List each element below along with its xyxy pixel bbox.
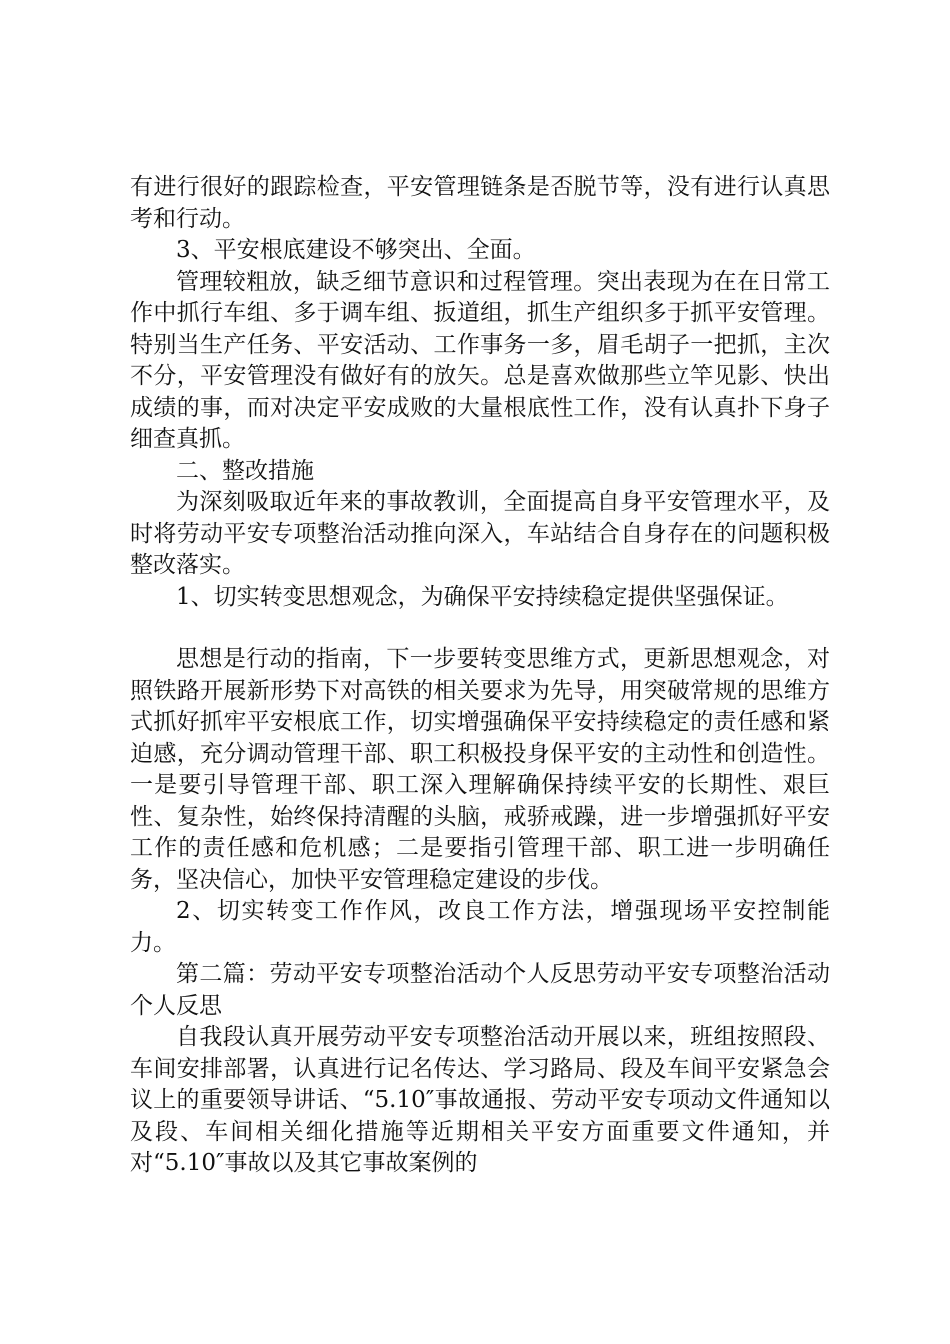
heading-change-thinking: 1、切实转变思想观念，为确保平安持续稳定提供坚强保证。 — [176, 583, 789, 610]
paragraph-self-reflection: 自我段认真开展劳动平安专项整治活动开展以来，班组按照段、车间安排部署，认真进行记名传达、学习路局、段及车间平安紧急会议上的重要领导讲话、“5.10″事故通报、劳动平安专项动文件通知以及段、车间相关细化措施等近期相关平安方面重要文件通知，并对“5.10″事故以及其它事故案例的 — [130, 1024, 830, 1176]
heading-change-work-style: 2、切实转变工作作风，改良工作方法，增强现场平安控制能力。 — [130, 898, 830, 956]
paragraph-spacer — [130, 613, 830, 644]
heading-second-article: 第二篇：劳动平安专项整治活动个人反思劳动平安专项整治活动个人反思 — [130, 961, 830, 1019]
paragraph-rectification-intro: 为深刻吸取近年来的事故教训，全面提高自身平安管理水平，及时将劳动平安专项整治活动推向深入，车站结合自身存在的问题积极整改落实。 — [130, 489, 830, 578]
heading-foundation-construction: 3、平安根底建设不够突出、全面。 — [176, 237, 536, 263]
paragraph-thinking-guide: 思想是行动的指南，下一步要转变思维方式，更新思想观念，对照铁路开展新形势下对高铁的相关要求为先导，用突破常规的思维方式抓好抓牢平安根底工作，切实增强确保平安持续稳定的责任感和紧迫感，充分调动管理干部、职工积极投身保平安的主动性和创造性。一是要引导管理干部、职工深入理解确保持续平安的长期性、艰巨性、复杂性，始终保持清醒的头脑，戒骄戒躁，进一步增强抓好平安工作的责任感和危机感；二是要指引管理干部、职工进一步明确任务，坚决信心，加快平安管理稳定建设的步伐。 — [130, 646, 830, 893]
paragraph-extensive-management: 管理较粗放，缺乏细节意识和过程管理。突出表现为在在日常工作中抓行车组、多于调车组、扳道组，抓生产组织多于抓平安管理。特别当生产任务、平安活动、工作事务一多，眉毛胡子一把抓，主次不分，平安管理没有做好有的放矢。总是喜欢做那些立竿见影、快出成绩的事，而对决定平安成败的大量根底性工作，没有认真扑下身子细查真抓。 — [130, 268, 830, 452]
document-page — [130, 172, 830, 1180]
paragraph-tracking-check: 有进行很好的跟踪检查，平安管理链条是否脱节等，没有进行认真思考和行动。 — [130, 174, 830, 232]
heading-rectification-measures: 二、整改措施 — [176, 457, 314, 484]
